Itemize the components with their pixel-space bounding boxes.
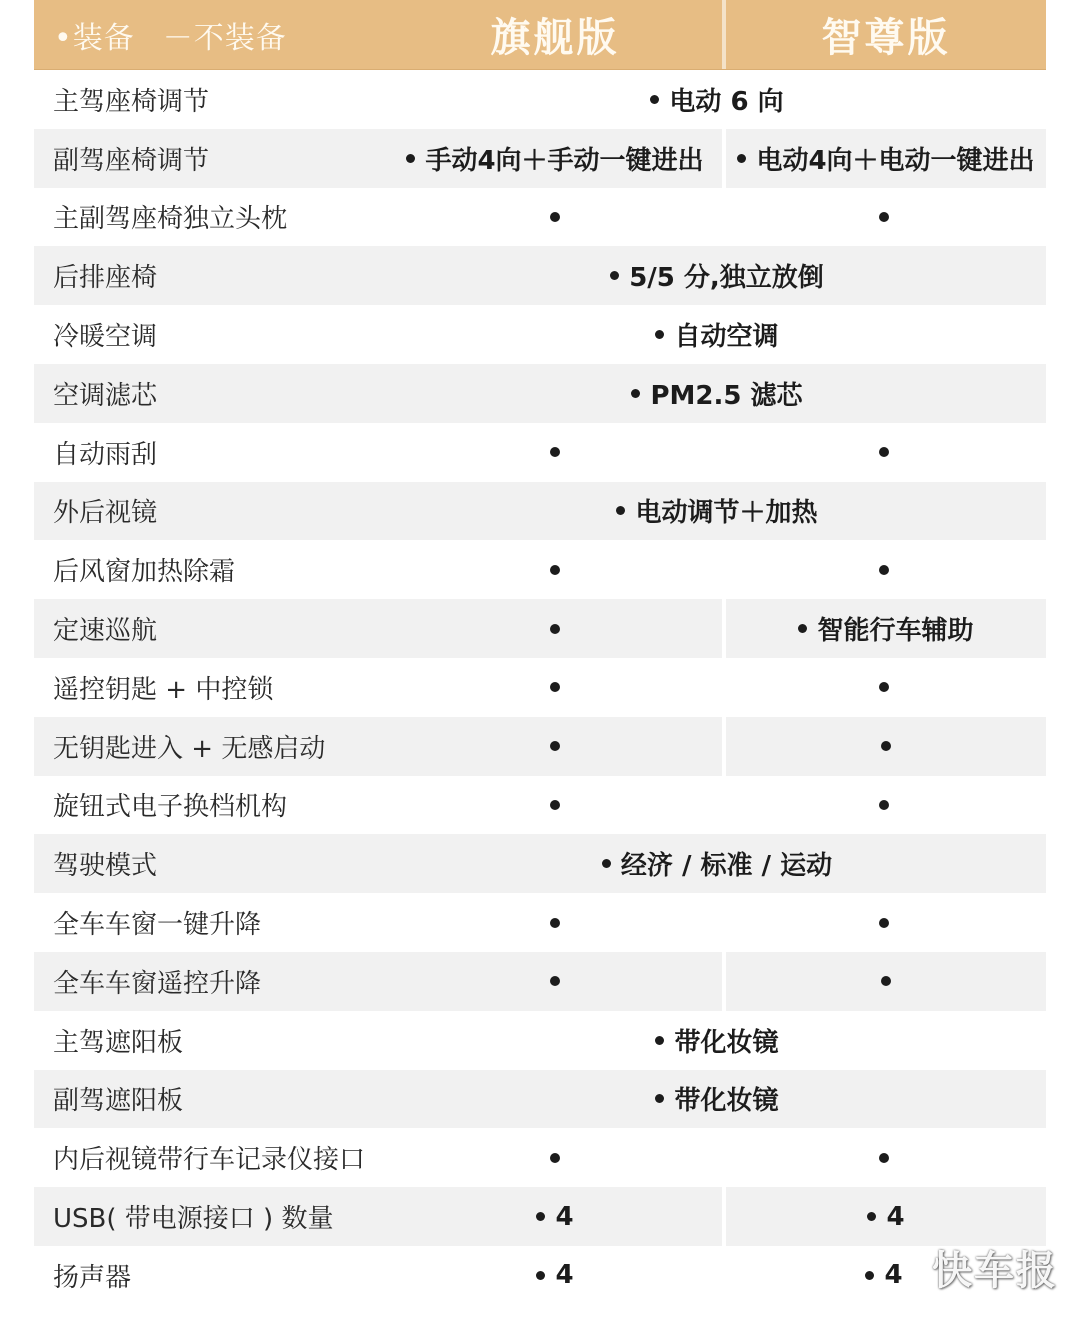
- table-row: [34, 423, 1046, 482]
- cell-premium: [722, 1128, 1046, 1187]
- bullet-icon: [550, 682, 560, 692]
- bullet-icon: [550, 447, 560, 457]
- table-row: [34, 482, 1046, 541]
- cell-flagship: [388, 776, 722, 835]
- cell-text: 5/5 分,独立放倒: [629, 263, 824, 294]
- cell-text: 4: [884, 1260, 903, 1291]
- bullet-icon: [602, 859, 611, 868]
- cell-flagship: [388, 717, 722, 776]
- row-label: USB( 带电源接口 ) 数量: [53, 1204, 334, 1235]
- table-row: [34, 129, 1046, 188]
- row-label: 主驾座椅调节: [53, 86, 210, 117]
- cell-both-versions: [388, 246, 1046, 305]
- bullet-icon: [879, 1153, 889, 1163]
- cell-text: 手动4向＋手动一键进出: [425, 145, 704, 176]
- cell-premium: [722, 893, 1046, 952]
- cell-premium: [722, 952, 1046, 1011]
- cell-text: 4: [555, 1260, 574, 1291]
- bullet-icon: [550, 800, 560, 810]
- row-label: 空调滤芯: [53, 380, 158, 411]
- bullet-icon: [879, 565, 889, 575]
- bullet-icon: [550, 918, 560, 928]
- bullet-icon: [631, 389, 640, 398]
- bullet-icon: [867, 1212, 876, 1221]
- cell-text: 带化妆镜: [674, 1027, 779, 1058]
- row-label: 主驾遮阳板: [53, 1027, 184, 1058]
- table-row: [34, 952, 1046, 1011]
- table-row: [34, 834, 1046, 893]
- bullet-icon: [550, 565, 560, 575]
- cell-both-versions: [388, 482, 1046, 541]
- row-label: 全车车窗一键升降: [53, 910, 262, 941]
- table-row: [34, 1128, 1046, 1187]
- table-row: [34, 188, 1046, 247]
- table-row: [34, 364, 1046, 423]
- bullet-icon: [655, 1036, 664, 1045]
- bullet-icon: [881, 741, 891, 751]
- row-label: 遥控钥匙 + 中控锁: [53, 674, 274, 705]
- table-row: [34, 893, 1046, 952]
- bullet-icon: [536, 1271, 545, 1280]
- cell-premium: [722, 188, 1046, 247]
- watermark-logo: 快车报: [932, 1248, 1058, 1294]
- cell-premium: [722, 658, 1046, 717]
- cell-flagship: [388, 188, 722, 247]
- cell-text: 电动 6 向: [669, 86, 784, 117]
- table-row: [34, 1011, 1046, 1070]
- row-label: 无钥匙进入 + 无感启动: [53, 733, 326, 764]
- cell-text: 4: [555, 1201, 574, 1232]
- bullet-icon: [550, 212, 560, 222]
- table-row: [34, 1246, 1046, 1305]
- bullet-icon: [879, 800, 889, 810]
- cell-text: 4: [886, 1201, 905, 1232]
- column-title-flagship: 旗舰版: [490, 15, 620, 61]
- row-label: 副驾座椅调节: [53, 145, 210, 176]
- table-row: [34, 246, 1046, 305]
- bullet-icon: [798, 624, 807, 633]
- cell-flagship: [388, 423, 722, 482]
- bullet-icon: [650, 95, 659, 104]
- row-label: 自动雨刮: [53, 439, 158, 470]
- cell-premium: [722, 1187, 1046, 1246]
- bullet-icon: [879, 447, 889, 457]
- bullet-icon: [406, 154, 415, 163]
- table-row: [34, 717, 1046, 776]
- legend-not-equipped: －不装备: [162, 20, 287, 56]
- bullet-icon: [550, 1153, 560, 1163]
- bullet-icon: [550, 741, 560, 751]
- cell-flagship: [388, 658, 722, 717]
- bullet-icon: [610, 271, 619, 280]
- cell-flagship: [388, 129, 722, 188]
- cell-both-versions: [388, 305, 1046, 364]
- cell-text: PM2.5 滤芯: [650, 380, 803, 411]
- bullet-icon: [865, 1271, 874, 1280]
- row-label: 后风窗加热除霜: [53, 557, 236, 588]
- row-label: 后排座椅: [53, 263, 158, 294]
- cell-premium: [722, 599, 1046, 658]
- bullet-icon: [536, 1212, 545, 1221]
- table-row: [34, 70, 1046, 129]
- cell-premium: [722, 129, 1046, 188]
- row-label: 内后视镜带行车记录仪接口: [53, 1145, 366, 1176]
- bullet-icon: [655, 1094, 664, 1103]
- table-body: [34, 70, 1046, 1305]
- legend-equipped: •装备: [54, 20, 135, 56]
- cell-text: 经济 / 标准 / 运动: [620, 851, 833, 882]
- bullet-icon: [655, 330, 664, 339]
- bullet-icon: [879, 918, 889, 928]
- cell-premium: [722, 776, 1046, 835]
- row-label: 旋钮式电子换档机构: [53, 792, 288, 823]
- cell-both-versions: [388, 1070, 1046, 1129]
- cell-flagship: [388, 952, 722, 1011]
- row-label: 扬声器: [53, 1262, 132, 1293]
- table-row: [34, 540, 1046, 599]
- cell-both-versions: [388, 1011, 1046, 1070]
- cell-flagship: [388, 540, 722, 599]
- table-row: [34, 305, 1046, 364]
- bullet-icon: [879, 682, 889, 692]
- bullet-icon: [616, 506, 625, 515]
- bullet-icon: [737, 154, 746, 163]
- bullet-icon: [550, 624, 560, 634]
- cell-both-versions: [388, 70, 1046, 129]
- cell-premium: [722, 717, 1046, 776]
- table-row: [34, 776, 1046, 835]
- cell-text: 带化妆镜: [674, 1086, 779, 1117]
- cell-flagship: [388, 1246, 722, 1305]
- row-label: 主副驾座椅独立头枕: [53, 204, 288, 235]
- cell-both-versions: [388, 834, 1046, 893]
- table-row: [34, 658, 1046, 717]
- cell-flagship: [388, 1128, 722, 1187]
- column-title-premium: 智尊版: [722, 0, 1046, 69]
- row-label: 全车车窗遥控升降: [53, 968, 262, 999]
- cell-premium: [722, 423, 1046, 482]
- bullet-icon: [550, 976, 560, 986]
- table-row: [34, 1187, 1046, 1246]
- cell-text: 电动调节＋加热: [635, 498, 818, 529]
- cell-text: 智能行车辅助: [817, 616, 974, 647]
- row-label: 驾驶模式: [53, 851, 158, 882]
- cell-text: 自动空调: [674, 322, 779, 353]
- row-label: 外后视镜: [53, 498, 158, 529]
- cell-text: 电动4向＋电动一键进出: [756, 145, 1035, 176]
- cell-premium: [722, 540, 1046, 599]
- table-row: [34, 1070, 1046, 1129]
- cell-flagship: [388, 599, 722, 658]
- cell-both-versions: [388, 364, 1046, 423]
- table-header: [34, 0, 1046, 70]
- legend: [34, 0, 388, 69]
- row-label: 副驾遮阳板: [53, 1086, 184, 1117]
- bullet-icon: [879, 212, 889, 222]
- spec-table: [34, 0, 1046, 1305]
- cell-flagship: [388, 1187, 722, 1246]
- cell-flagship: [388, 893, 722, 952]
- row-label: 冷暖空调: [53, 322, 158, 353]
- table-row: [34, 599, 1046, 658]
- bullet-icon: [881, 976, 891, 986]
- row-label: 定速巡航: [53, 616, 158, 647]
